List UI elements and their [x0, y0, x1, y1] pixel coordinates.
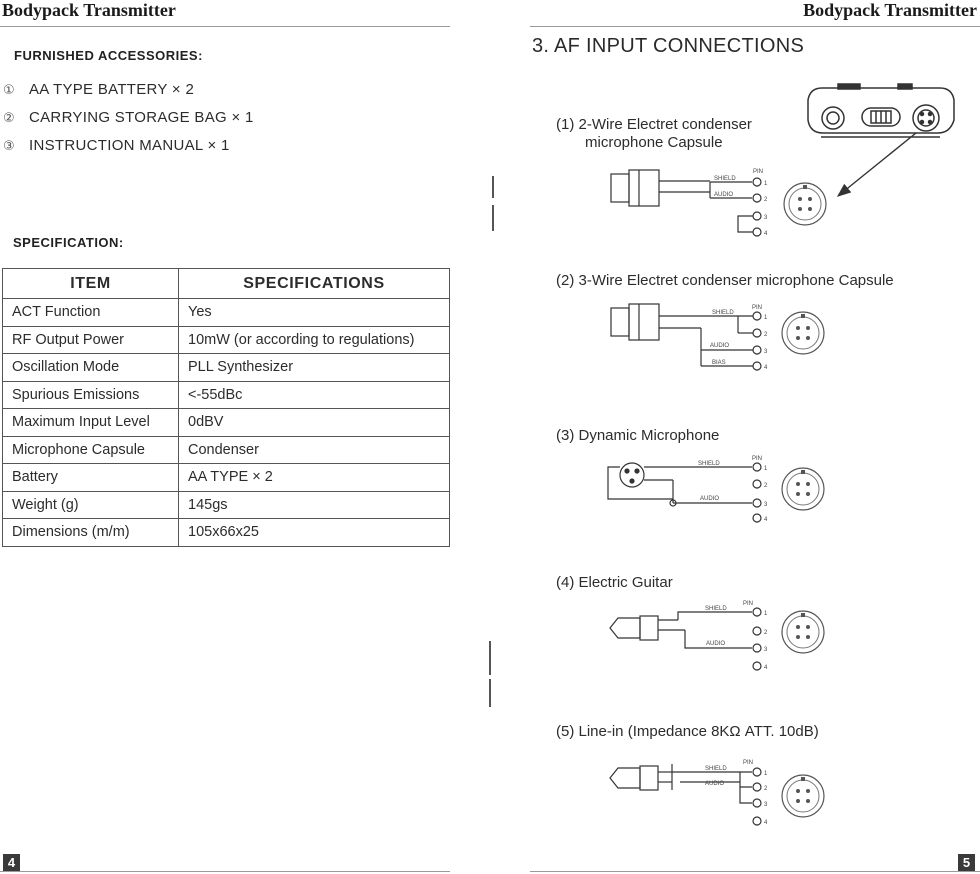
right-footer-rule — [530, 871, 980, 872]
accessory-text: AA TYPE BATTERY × 2 — [29, 81, 195, 98]
spec-item: ACT Function — [3, 299, 179, 327]
shield-label: SHIELD — [705, 606, 727, 612]
connection-1-label-line2: microphone Capsule — [585, 134, 723, 151]
left-page-number: 4 — [3, 854, 20, 871]
accessory-number: ① — [3, 82, 15, 97]
section-title: 3. AF INPUT CONNECTIONS — [532, 35, 805, 57]
audio-label: AUDIO — [705, 781, 725, 787]
pin-label: PIN — [743, 601, 754, 607]
diagram-2-wire — [611, 169, 764, 236]
right-page-number: 5 — [958, 854, 975, 871]
accessories-heading: FURNISHED ACCESSORIES: — [14, 48, 203, 63]
spec-item: Spurious Emissions — [3, 381, 179, 409]
audio-label: AUDIO — [700, 496, 720, 502]
spec-value: 105x66x25 — [179, 519, 450, 547]
pin-number: 1 — [764, 315, 768, 321]
spec-value: Yes — [179, 299, 450, 327]
pin-label: PIN — [743, 760, 754, 766]
diagram-3-wire — [611, 304, 761, 370]
connection-1-label: (1) 2-Wire Electret condenser — [556, 116, 752, 133]
shield-label: SHIELD — [714, 176, 736, 182]
pin-number: 3 — [764, 647, 768, 653]
audio-label: AUDIO — [714, 192, 734, 198]
accessory-text: CARRYING STORAGE BAG × 1 — [29, 109, 254, 126]
left-page-header: Bodypack Transmitter — [2, 0, 176, 20]
connector-4pin-icon — [784, 183, 826, 225]
pin-number: 3 — [764, 215, 768, 221]
shield-label: SHIELD — [698, 461, 720, 467]
pin-number: 2 — [764, 197, 768, 203]
connection-3-label: (3) Dynamic Microphone — [556, 427, 720, 444]
pin-number: 3 — [764, 349, 768, 355]
specification-heading: SPECIFICATION: — [13, 235, 124, 250]
connector-4pin-icon — [782, 468, 824, 510]
pin-label: PIN — [752, 305, 763, 311]
column-header-item: ITEM — [3, 269, 179, 299]
pin-number: 1 — [764, 771, 768, 777]
connector-4pin-icon — [782, 312, 824, 354]
spec-item: Weight (g) — [3, 491, 179, 519]
connector-4pin-icon — [782, 775, 824, 817]
pin-number: 2 — [764, 786, 768, 792]
spec-item: Battery — [3, 464, 179, 492]
spec-value: 145gs — [179, 491, 450, 519]
pin-number: 1 — [764, 466, 768, 472]
spec-item: Oscillation Mode — [3, 354, 179, 382]
pin-number: 3 — [764, 502, 768, 508]
right-page-header: Bodypack Transmitter — [803, 0, 977, 20]
spec-item: RF Output Power — [3, 326, 179, 354]
connection-4-label: (4) Electric Guitar — [556, 574, 673, 591]
spec-value: AA TYPE × 2 — [179, 464, 450, 492]
pin-number: 4 — [764, 365, 768, 371]
connector-4pin-icon — [782, 611, 824, 653]
audio-label: AUDIO — [710, 343, 730, 349]
pin-number: 2 — [764, 483, 768, 489]
shield-label: SHIELD — [705, 766, 727, 772]
spec-value: 0dBV — [179, 409, 450, 437]
shield-label: SHIELD — [712, 310, 734, 316]
accessory-number: ③ — [3, 138, 15, 153]
pin-label: PIN — [752, 456, 763, 462]
spec-item: Dimensions (m/m) — [3, 519, 179, 547]
connection-5-label: (5) Line-in (Impedance 8KΩ ATT. 10dB) — [556, 723, 819, 740]
pin-number: 4 — [764, 517, 768, 523]
spec-value: 10mW (or according to regulations) — [179, 326, 450, 354]
diagram-dynamic-mic — [608, 463, 761, 522]
column-header-specifications: SPECIFICATIONS — [179, 269, 450, 299]
bias-label: BIAS — [712, 360, 726, 366]
pin-number: 2 — [764, 332, 768, 338]
pin-number: 4 — [764, 231, 768, 237]
connection-2-label: (2) 3-Wire Electret condenser microphone Capsule — [556, 272, 894, 289]
transmitter-top-view — [808, 84, 954, 137]
accessory-number: ② — [3, 110, 15, 125]
spec-value: PLL Synthesizer — [179, 354, 450, 382]
pin-number: 1 — [764, 611, 768, 617]
pin-label: PIN — [753, 169, 764, 175]
spec-value: <-55dBc — [179, 381, 450, 409]
pin-number: 3 — [764, 802, 768, 808]
pin-number: 4 — [764, 665, 768, 671]
accessory-text: INSTRUCTION MANUAL × 1 — [29, 137, 230, 154]
spec-item: Microphone Capsule — [3, 436, 179, 464]
pin-number: 4 — [764, 820, 768, 826]
spec-item: Maximum Input Level — [3, 409, 179, 437]
connector-arrow — [838, 133, 916, 196]
audio-label: AUDIO — [706, 641, 726, 647]
pin-number: 1 — [764, 181, 768, 187]
diagram-electric-guitar — [610, 608, 761, 670]
pin-number: 2 — [764, 630, 768, 636]
diagram-line-in — [610, 764, 761, 825]
spec-value: Condenser — [179, 436, 450, 464]
